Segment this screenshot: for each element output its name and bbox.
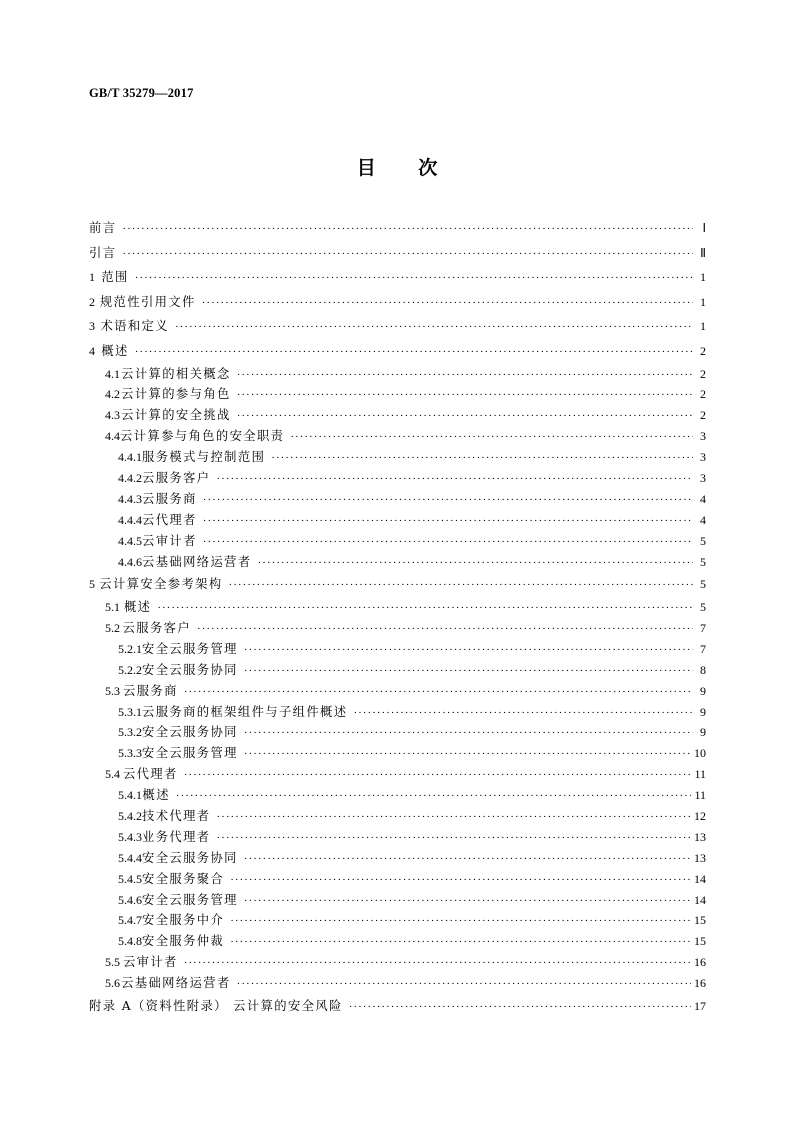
toc-entry-number: 5.3.2 xyxy=(118,725,142,740)
toc-entry-number: 5.1 xyxy=(105,600,120,615)
toc-entry-page: 3 xyxy=(700,429,706,444)
toc-entry-label: 安全服务仲裁 xyxy=(142,934,225,949)
toc-entry[interactable] xyxy=(89,743,706,764)
toc-entry[interactable] xyxy=(89,869,706,890)
dot-leader xyxy=(237,385,693,406)
dot-leader xyxy=(230,870,691,891)
toc-entry[interactable] xyxy=(89,364,706,385)
toc-entry-label: 概述 xyxy=(101,343,129,358)
toc-entry-label: 云服务客户 xyxy=(142,471,211,486)
toc-entry-page: 13 xyxy=(694,850,706,865)
dot-leader xyxy=(230,911,691,932)
toc-entry-number: 4.4.1 xyxy=(118,450,142,465)
toc-entry-number: 5.4.4 xyxy=(118,850,142,865)
toc-entry-label: 概述 xyxy=(123,600,152,615)
toc-entry-page: 12 xyxy=(694,808,706,823)
toc-entry-label: 云基础网络运营者 xyxy=(142,554,252,569)
toc-entry-number: 2 xyxy=(89,294,95,309)
toc-entry-label: 云服务客户 xyxy=(122,620,192,635)
toc-entry-number: 5.6 xyxy=(105,976,120,991)
toc-entry-number: 5.2.2 xyxy=(118,662,142,677)
dot-leader xyxy=(230,932,691,953)
toc-entry[interactable] xyxy=(89,681,706,702)
toc-entry-page: 15 xyxy=(694,934,706,949)
toc-entry[interactable] xyxy=(89,973,706,994)
toc-entry-number: 5.3 xyxy=(105,683,120,698)
toc-entry[interactable] xyxy=(89,241,706,266)
dot-leader xyxy=(244,891,691,912)
page-title: 目 次 xyxy=(356,157,438,179)
dot-leader xyxy=(203,490,693,511)
toc-entry[interactable] xyxy=(89,597,706,618)
toc-entry[interactable] xyxy=(89,572,706,597)
toc-entry-number: 5.4.3 xyxy=(118,829,142,844)
toc-entry-page: 14 xyxy=(694,892,706,907)
toc-entry-page: 3 xyxy=(700,450,706,465)
toc-entry-label: 云计算参与角色的安全职责 xyxy=(120,429,285,444)
standard-number: GB/T 35279—2017 xyxy=(89,86,194,100)
toc-entry-number: 5.4.8 xyxy=(118,934,142,949)
toc-entry-page: 5 xyxy=(700,600,706,615)
toc-entry-page: Ⅰ xyxy=(702,221,706,235)
toc-entry[interactable] xyxy=(89,216,706,241)
toc-entry-label: 业务代理者 xyxy=(142,829,211,844)
dot-leader xyxy=(244,744,691,765)
toc-entry[interactable] xyxy=(89,764,706,785)
dot-leader xyxy=(244,723,693,744)
toc-entry-number: 4.1 xyxy=(105,366,120,381)
toc-entry-label: 安全云服务协同 xyxy=(142,662,238,677)
toc-entry[interactable] xyxy=(89,405,706,426)
toc-entry-page: 16 xyxy=(694,955,706,970)
toc-entry-number: 5 xyxy=(89,577,95,592)
toc-entry-label: 服务模式与控制范围 xyxy=(142,450,266,465)
toc-entry-page: 14 xyxy=(694,871,706,886)
toc-entry-label: 云代理者 xyxy=(142,512,197,527)
dot-leader xyxy=(184,953,691,974)
dot-leader xyxy=(237,406,693,427)
toc-entry[interactable] xyxy=(89,447,706,468)
toc-entry-number: 4 xyxy=(89,343,95,358)
toc-entry-label: 概述 xyxy=(142,788,170,803)
toc-entry-label: 安全云服务管理 xyxy=(142,641,238,656)
toc-entry-label: 云审计者 xyxy=(142,533,197,548)
dot-leader xyxy=(157,598,693,619)
dot-leader xyxy=(217,469,694,490)
toc-entry-page: 5 xyxy=(700,533,706,548)
toc-entry[interactable] xyxy=(89,384,706,405)
dot-leader xyxy=(184,682,693,703)
toc-entry-page: 10 xyxy=(694,746,706,761)
toc-entry-page: 7 xyxy=(700,641,706,656)
dot-leader xyxy=(244,849,691,870)
toc-entry-number: 1 xyxy=(89,270,95,285)
toc-entry-label: 云服务商的框架组件与子组件概述 xyxy=(142,704,348,719)
toc-entry-label: 技术代理者 xyxy=(142,808,211,823)
toc-entry-label: 引言 xyxy=(89,245,117,260)
dot-leader xyxy=(135,340,693,365)
toc-entry[interactable] xyxy=(89,785,706,806)
toc-entry-number: 5.4.7 xyxy=(118,913,142,928)
toc-entry-page: 11 xyxy=(694,767,706,782)
dot-leader xyxy=(122,217,693,242)
toc-entry-number: 5.5 xyxy=(105,955,120,970)
toc-entry-label: 云审计者 xyxy=(122,955,178,970)
toc-entry-label: 安全云服务管理 xyxy=(142,892,238,907)
toc-entry-number: 5.4.5 xyxy=(118,871,142,886)
toc-entry[interactable] xyxy=(89,702,706,723)
toc-entry-number: 4.3 xyxy=(105,408,120,423)
toc-entry-number: 4.4.2 xyxy=(118,471,142,486)
toc-entry-number: 5.2 xyxy=(105,620,120,635)
toc-entry-page: 4 xyxy=(700,512,706,527)
toc-entry-number: 3 xyxy=(89,319,95,334)
toc-entry-page: 2 xyxy=(700,366,706,381)
toc-entry-page: 9 xyxy=(700,725,706,740)
dot-leader xyxy=(135,266,693,291)
toc-entry-page: Ⅱ xyxy=(700,245,706,260)
dot-leader xyxy=(176,786,692,807)
toc-entry[interactable] xyxy=(89,265,706,290)
dot-leader xyxy=(175,315,693,340)
toc-entry[interactable] xyxy=(89,994,706,1019)
toc-entry-number: 4.4.3 xyxy=(118,491,142,506)
toc-entry[interactable] xyxy=(89,552,706,573)
toc-entry[interactable] xyxy=(89,314,706,339)
toc-entry-label: 安全云服务管理 xyxy=(142,746,238,761)
toc-entry-number: 5.3.1 xyxy=(118,704,142,719)
toc-entry[interactable] xyxy=(89,722,706,743)
toc-entry-page: 1 xyxy=(700,319,706,334)
toc-entry-label: 规范性引用文件 xyxy=(99,294,196,309)
toc-entry[interactable] xyxy=(89,468,706,489)
dot-leader xyxy=(290,427,693,448)
toc-entry-page: 2 xyxy=(700,408,706,423)
dot-leader xyxy=(237,974,691,995)
toc-entry[interactable] xyxy=(89,339,706,364)
toc-entry-label: 云基础网络运营者 xyxy=(121,976,231,991)
dot-leader xyxy=(203,532,693,553)
toc-entry[interactable] xyxy=(89,426,706,447)
toc-entry[interactable] xyxy=(89,510,706,531)
toc-entry[interactable] xyxy=(89,290,706,315)
toc-entry-page: 7 xyxy=(700,620,706,635)
toc-entry[interactable] xyxy=(89,890,706,911)
toc-entry-page: 15 xyxy=(694,913,706,928)
dot-leader xyxy=(184,765,692,786)
toc-entry-page: 2 xyxy=(700,343,706,358)
toc-entry-label: 安全服务聚合 xyxy=(142,871,225,886)
toc-entry-label: 范围 xyxy=(101,270,129,285)
dot-leader xyxy=(244,661,693,682)
dot-leader xyxy=(237,365,693,386)
toc-entry[interactable] xyxy=(89,910,706,931)
toc-entry-page: 13 xyxy=(694,829,706,844)
toc-entry[interactable] xyxy=(89,618,706,639)
toc-entry-page: 1 xyxy=(700,270,706,285)
toc-entry-page: 17 xyxy=(694,998,706,1013)
toc-entry-number: 4.2 xyxy=(105,387,120,402)
dot-leader xyxy=(244,640,693,661)
toc-entry-page: 1 xyxy=(700,294,706,309)
toc-entry-label: 安全服务中介 xyxy=(142,913,225,928)
toc-entry-number: 5.4 xyxy=(105,767,120,782)
dot-leader xyxy=(217,828,692,849)
toc-entry-number: 4.4.6 xyxy=(118,554,142,569)
toc-entry-number: 4.4.4 xyxy=(118,512,142,527)
toc-entry-number: 4.4.5 xyxy=(118,533,142,548)
toc-entry-page: 9 xyxy=(700,683,706,698)
dot-leader xyxy=(122,242,693,267)
toc-entry-label: 云计算的相关概念 xyxy=(121,366,231,381)
toc-entry[interactable] xyxy=(89,931,706,952)
toc-entry-page: 3 xyxy=(700,471,706,486)
table-of-contents xyxy=(89,216,706,1019)
dot-leader xyxy=(202,291,693,316)
toc-entry[interactable] xyxy=(89,660,706,681)
toc-entry-page: 9 xyxy=(700,704,706,719)
toc-entry-page: 4 xyxy=(700,491,706,506)
toc-entry-label: 附录 A（资料性附录） 云计算的安全风险 xyxy=(89,998,343,1013)
dot-leader xyxy=(353,703,693,724)
toc-entry[interactable] xyxy=(89,639,706,660)
toc-entry-label: 云代理者 xyxy=(122,767,178,782)
toc-entry-page: 8 xyxy=(700,662,706,677)
toc-entry-number: 5.4.1 xyxy=(118,788,142,803)
dot-leader xyxy=(203,511,693,532)
toc-entry-page: 5 xyxy=(700,577,706,592)
toc-entry[interactable] xyxy=(89,827,706,848)
toc-entry-page: 5 xyxy=(700,554,706,569)
toc-entry-number: 5.3.3 xyxy=(118,746,142,761)
toc-entry-label: 前言 xyxy=(89,221,117,235)
toc-entry-page: 2 xyxy=(700,387,706,402)
toc-entry-label: 安全云服务协同 xyxy=(142,725,238,740)
toc-entry-number: 5.4.6 xyxy=(118,892,142,907)
toc-entry-page: 11 xyxy=(694,788,706,803)
dot-leader xyxy=(229,573,693,598)
toc-entry-label: 云计算的安全挑战 xyxy=(121,408,231,423)
toc-entry[interactable] xyxy=(89,531,706,552)
toc-entry-number: 5.2.1 xyxy=(118,641,142,656)
toc-entry-page: 16 xyxy=(694,976,706,991)
dot-leader xyxy=(197,619,693,640)
dot-leader xyxy=(349,995,691,1020)
dot-leader xyxy=(258,553,693,574)
toc-entry-label: 云服务商 xyxy=(142,491,197,506)
toc-entry-label: 术语和定义 xyxy=(100,319,169,334)
toc-entry[interactable] xyxy=(89,952,706,973)
toc-entry[interactable] xyxy=(89,806,706,827)
toc-entry[interactable] xyxy=(89,848,706,869)
toc-entry-label: 云服务商 xyxy=(123,683,178,698)
toc-entry-label: 云计算的参与角色 xyxy=(121,387,231,402)
toc-entry-label: 安全云服务协同 xyxy=(142,850,238,865)
toc-entry[interactable] xyxy=(89,489,706,510)
toc-entry-number: 5.4.2 xyxy=(118,808,142,823)
dot-leader xyxy=(217,807,692,828)
toc-entry-label: 云计算安全参考架构 xyxy=(99,577,223,592)
toc-entry-number: 4.4 xyxy=(105,429,120,444)
dot-leader xyxy=(271,448,693,469)
